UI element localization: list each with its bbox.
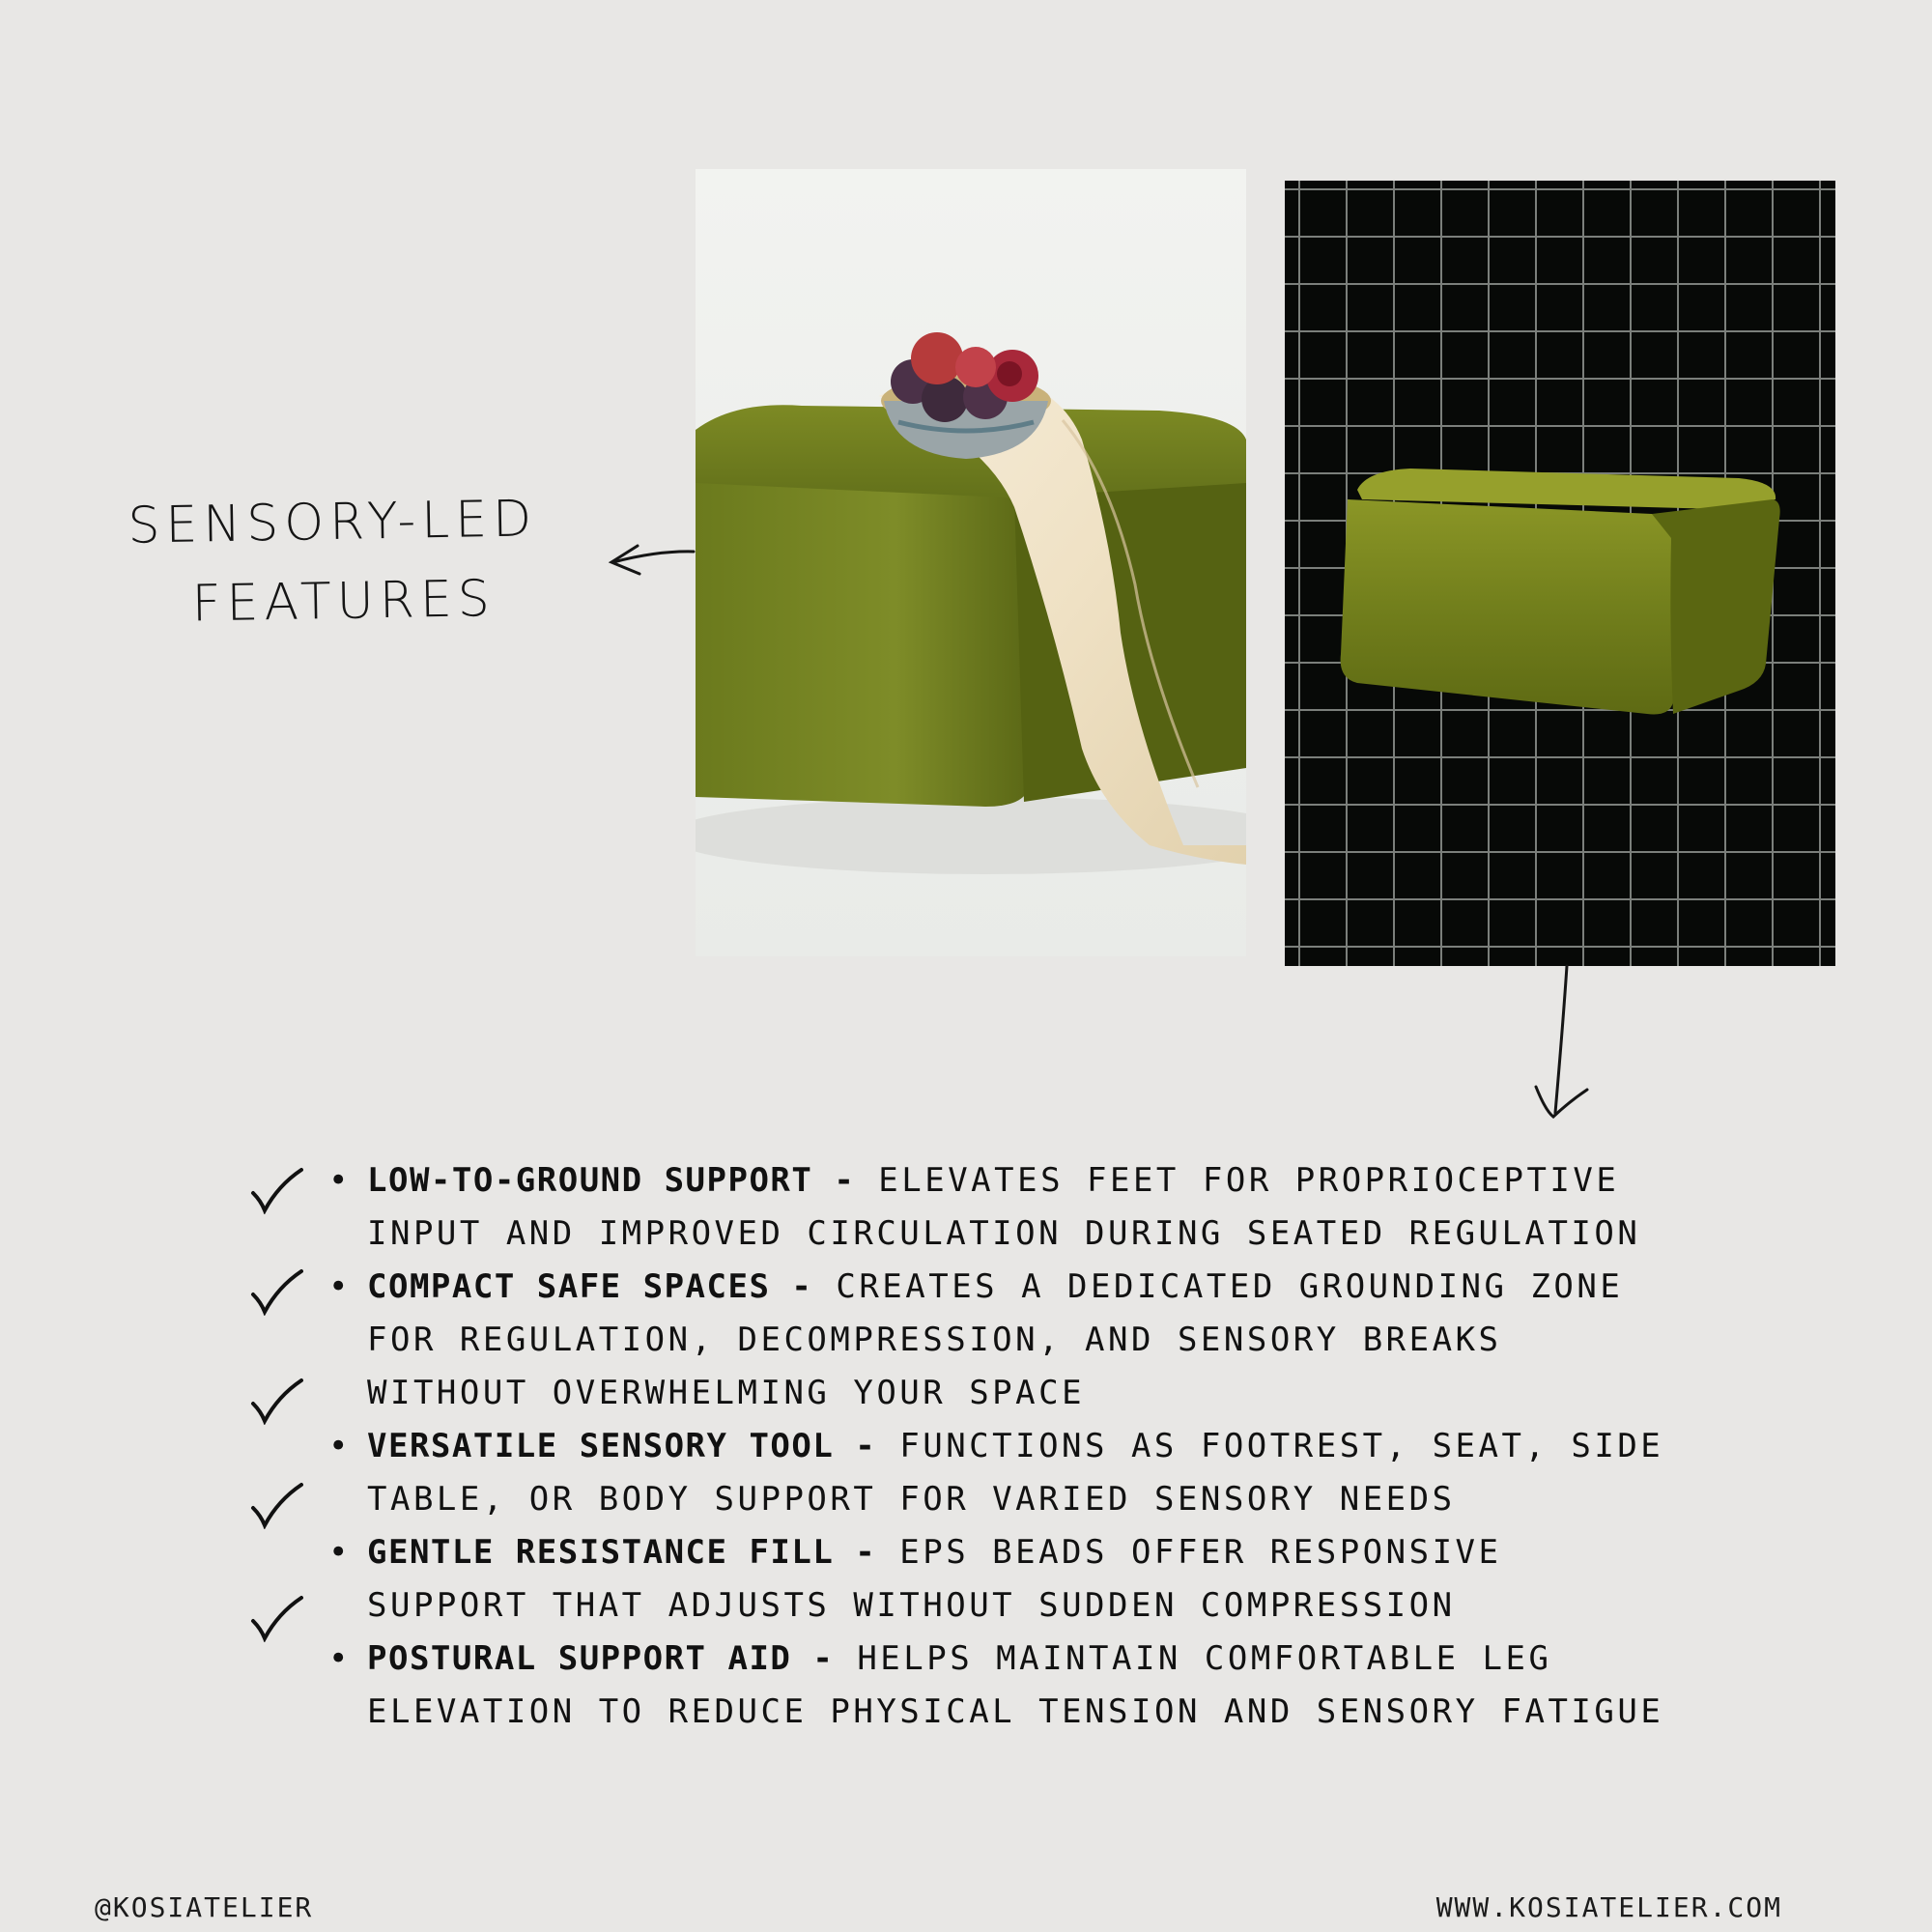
bullet: • [328, 1427, 352, 1465]
feature-title: VERSATILE SENSORY TOOL - [367, 1427, 877, 1465]
check-icon [249, 1594, 303, 1642]
list-item [328, 1526, 1681, 1633]
feature-title: POSTURAL SUPPORT AID - [367, 1639, 835, 1678]
bullet: • [328, 1161, 352, 1200]
feature-title: GENTLE RESISTANCE FILL - [367, 1533, 877, 1572]
check-icon [249, 1267, 303, 1316]
feature-title: LOW-TO-GROUND SUPPORT - [367, 1161, 856, 1200]
bullet: • [328, 1533, 352, 1572]
heading-line-1: SENSORY-LED [127, 490, 538, 555]
feature-text: HELPS MAINTAIN COMFORTABLE LEG ELEVATION TO REDUCE PHYSICAL TENSION AND SENSORY FATIGUE [367, 1639, 1664, 1731]
social-handle: @KOSIATELIER [95, 1891, 314, 1923]
list-item [328, 1261, 1681, 1420]
list-item [328, 1633, 1681, 1739]
arrow-down-icon [1555, 966, 1567, 1113]
feature-title: COMPACT SAFE SPACES - [367, 1267, 813, 1306]
list-item [328, 1154, 1681, 1261]
heading-line-2: FEATURES [191, 570, 497, 634]
bullet: • [328, 1267, 352, 1306]
feature-text: FUNCTIONS AS FOOTREST, SEAT, SIDE TABLE, OR BODY SUPPORT FOR VARIED SENSORY NEEDS [367, 1427, 1664, 1519]
list-item [328, 1420, 1681, 1526]
feature-text: ELEVATES FEET FOR PROPRIOCEPTIVE INPUT AND IMPROVED CIRCULATION DURING SEATED REGULATION [367, 1161, 1641, 1253]
check-icon [249, 1377, 303, 1425]
check-icon [249, 1481, 303, 1529]
bullet: • [328, 1639, 352, 1678]
feature-text: EPS BEADS OFFER RESPONSIVE SUPPORT THAT ADJUSTS WITHOUT SUDDEN COMPRESSION [367, 1533, 1502, 1625]
check-icon [249, 1166, 303, 1214]
feature-text: CREATES A DEDICATED GROUNDING ZONE FOR REGULATION, DECOMPRESSION, AND SENSORY BREAKS WITHOUT OVERWHELMING YOUR SPACE [367, 1267, 1624, 1412]
feature-list [328, 1154, 1681, 1739]
website-link[interactable]: WWW.KOSIATELIER.COM [1435, 1891, 1782, 1923]
